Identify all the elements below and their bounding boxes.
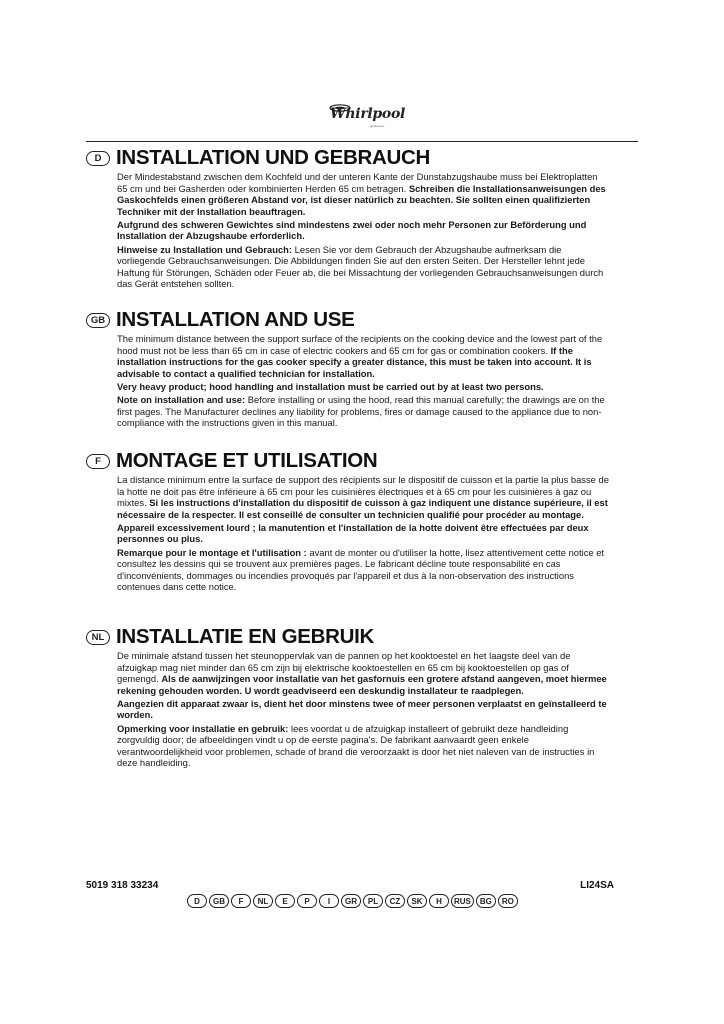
section-title: INSTALLATION AND USE: [116, 308, 355, 331]
paragraph-note: [117, 723, 610, 769]
paragraph-distance: [117, 650, 610, 696]
header-divider: [86, 141, 638, 142]
section-title: INSTALLATION UND GEBRAUCH: [116, 146, 431, 169]
paragraph-text: The minimum distance between the support surface of the recipients on the cooking device and the lowest part of the hood must not be less than 65 cm in case of electric cookers and 65 cm for gas or combination cookers.: [117, 333, 603, 356]
language-badge: F: [86, 454, 110, 469]
language-badge-h: H: [429, 894, 449, 908]
paragraph-text: Der Mindestabstand zwischen dem Kochfeld und der unteren Kante der Dunstabzugshaube muss bei Elektroplatten 65 cm und bei Gasherden oder kombinierten Herden 65 cm betragen.: [117, 171, 598, 194]
paragraph-bold-text: Als de aanwijzingen voor installatie van het gasfornuis een grotere afstand aangeven, moet hiermee rekening gehouden worden. U wordt geadviseerd een deskundig installateur te raadplegen.: [117, 673, 607, 696]
language-badge-e: E: [275, 894, 295, 908]
language-badge-ro: RO: [498, 894, 518, 908]
language-badge-bg: BG: [476, 894, 496, 908]
language-badge-f: F: [231, 894, 251, 908]
section-body: [86, 333, 610, 429]
note-text: lees voordat u de afzuigkap installeert of gebruikt deze handleiding zorgvuldig door; de afbeeldingen vindt u op de eerste pagina's. De fabrikant aanvaardt geen enkele verantwoordelijkheid voor problemen, schade of brand die veroorzaakt is door het niet naleven van de instructies in deze handleiding.: [117, 722, 595, 769]
language-badge: GB: [86, 313, 110, 328]
section-body: [86, 650, 610, 769]
note-label: Note on installation and use:: [117, 393, 246, 405]
language-badge-pl: PL: [363, 894, 383, 908]
note-label: Hinweise zu Installation und Gebrauch:: [117, 243, 293, 255]
section-header: [86, 307, 610, 333]
paragraph-bold-text: If the installation instructions for the gas cooker specify a greater distance, this must be taken into account. It is advisable to contact a qualified technician for installation.: [117, 344, 592, 379]
paragraph-text: La distance minimum entre la surface de support des récipients sur le dispositif de cuisson et la partie la plus basse de la hotte ne doit pas être inférieure à 65 cm pour les cuisinières électriques et à 65 cm pour les cuisinières à gaz ou mixtes.: [117, 474, 609, 509]
note-label: Opmerking voor installatie en gebruik:: [117, 722, 289, 734]
paragraph-weight-warning: Very heavy product; hood handling and installation must be carried out by at least two persons.: [117, 380, 544, 392]
language-badge-gr: GR: [341, 894, 361, 908]
paragraph-weight-warning: Aufgrund des schweren Gewichtes sind mindestens zwei oder noch mehr Personen zur Beförderung und Installation der Abzugshaube erforderlich.: [117, 218, 587, 242]
paragraph-weight-warning: Aangezien dit apparaat zwaar is, dient het door minstens twee of meer personen verplaatst en geïnstalleerd te worden.: [117, 697, 607, 721]
language-badge: D: [86, 151, 110, 166]
section-fr: [86, 448, 610, 594]
paragraph-bold-text: Schreiben die Installationsanweisungen des Gaskochfelds einen größeren Abstand vor, ist dieser natürlich zu beachten. Sie sollten einen qualifizierten Techniker mit der Installation beauftragen.: [117, 182, 606, 217]
paragraph-distance: [117, 474, 610, 520]
section-header: [86, 448, 610, 474]
logo-tagline: appliances: [370, 124, 385, 128]
language-badge-d: D: [187, 894, 207, 908]
note-label: Remarque pour le montage et l'utilisation :: [117, 546, 307, 558]
language-badge-i: I: [319, 894, 339, 908]
language-list: [187, 894, 518, 908]
language-badge-gb: GB: [209, 894, 229, 908]
paragraph-note: [117, 547, 610, 593]
language-badge-p: P: [297, 894, 317, 908]
section-de: [86, 145, 610, 291]
language-badge-nl: NL: [253, 894, 273, 908]
paragraph-note: [117, 244, 610, 290]
section-header: [86, 624, 610, 650]
model-number: LI24SA: [580, 880, 614, 891]
note-text: Lesen Sie vor dem Gebrauch der Abzugshaube aufmerksam die vorliegende Gebrauchsanweisungen. Die Abbildungen finden Sie auf den ersten Seiten. Der Hersteller lehnt jede Haftung für Störungen, Schäden oder Feuer ab, die bei Missachtung der vorliegenden Gebrauchsanweisungen durch das Gerät entstehen sollten.: [117, 243, 604, 290]
language-badge-sk: SK: [407, 894, 427, 908]
section-body: [86, 171, 610, 290]
language-badge: NL: [86, 630, 110, 645]
section-gb: [86, 307, 610, 430]
section-title: MONTAGE ET UTILISATION: [116, 449, 378, 472]
language-badge-rus: RUS: [451, 894, 474, 908]
section-header: [86, 145, 610, 171]
paragraph-distance: [117, 171, 610, 217]
note-text: avant de monter ou d'utiliser la hotte, lisez attentivement cette notice et consultez les dessins qui se trouvent aux premières pages. Le fabricant décline toute responsabilité en cas d'inconvénients, dommages ou incendies provoqués par l'appareil et dus à la non-observation des instructions contenues dans cette notice.: [117, 546, 605, 593]
document-code: 5019 318 33234: [86, 880, 159, 891]
language-badge-cz: CZ: [385, 894, 405, 908]
note-text: Before installing or using the hood, read this manual carefully; the drawings are on the first pages. The Manufacturer declines any liability for problems, fires or damage caused to the appliance due to non-compliance with the instructions given in this manual.: [117, 393, 605, 429]
paragraph-note: [117, 394, 610, 429]
logo-wordmark: Whirlpool: [330, 106, 405, 122]
paragraph-weight-warning: Appareil excessivement lourd ; la manutention et l'installation de la hotte doivent être effectuées par deux personnes ou plus.: [117, 521, 589, 545]
section-nl: [86, 624, 610, 770]
paragraph-text: De minimale afstand tussen het steunoppervlak van de pannen op het kooktoestel en het laagste deel van de afzuigkap mag niet minder dan 65 cm zijn bij elektrische kooktoestellen en 65 cm bij kooktoestellen op gas of gemengd.: [117, 650, 571, 685]
paragraph-distance: [117, 333, 610, 379]
section-title: INSTALLATIE EN GEBRUIK: [116, 625, 374, 648]
whirlpool-logo: [322, 100, 405, 134]
paragraph-bold-text: Si les instructions d'installation du dispositif de cuisson à gaz indiquent une distance supérieure, il est nécessaire de la respecter. Il est conseillé de consulter un technicien qualifié pour procéder au montage.: [117, 497, 608, 520]
section-body: [86, 474, 610, 593]
